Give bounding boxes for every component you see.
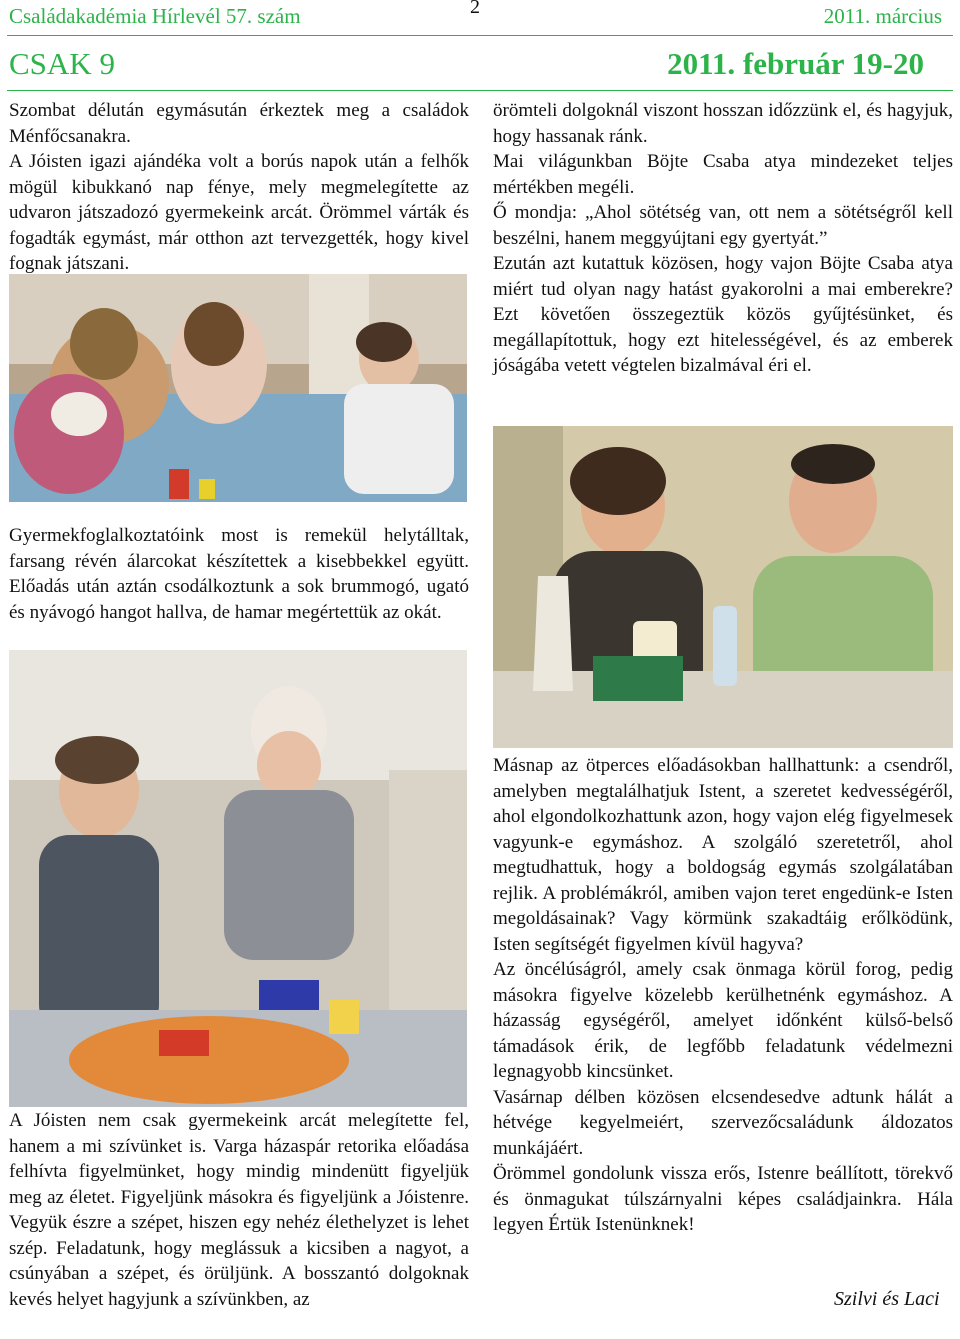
article-date: 2011. február 19-20: [667, 46, 924, 81]
paragraph: Ezután azt kutattuk közösen, hogy vajon Böjte Csaba atya miért tud olyan nagy hatást gyakorolni a mai emberekre? Ezt követően összegeztük közös gyűjtésünket, és megállapítottuk, hogy ezt hitelességével, és az emberek jóságába vetett végtelen bizalmával éri el.: [493, 253, 953, 376]
children-program-text: [9, 523, 469, 625]
paragraph: Gyermekfoglalkoztatóink most is remekül helytálltak, farsang révén álarcokat készítettek a kisebbekkel együtt. Előadás után aztán csodálkoztunk a sok brummogó, ugató és nyávogó hangot hallva, de hamar megértettük az okát.: [9, 525, 469, 623]
children-at-table-photo: [9, 274, 467, 502]
issue-month: 2011. március: [823, 4, 942, 28]
bojte-csaba-text: [493, 98, 953, 379]
paragraph: Mai világunkban Böjte Csaba atya mindezeket teljes mértékben megéli.: [493, 151, 953, 198]
paragraph: Vasárnap délben közösen elcsendesedve adtunk hálát a hétvége kegyelmeiért, szervezőcsaládunk áldozatos munkájáért.: [493, 1086, 953, 1159]
sunday-lectures-text: [493, 753, 953, 1238]
paragraph: Ő mondja: „Ahol sötétség van, ott nem a sötétségről kell beszélni, hanem meggyújtani egy gyertyát.”: [493, 202, 953, 249]
page-number: 2: [470, 0, 480, 18]
paragraph: Örömmel gondolunk vissza erős, Istenre beállított, törekvő és önmagukat túlszárnyalni képes családjainkra. Hála legyen Értük Istenünknek!: [493, 1163, 953, 1235]
paragraph: Az öncélúságról, amely csak önmaga körül forog, pedig másokra figyelve közelebb kerülhetnénk egymáshoz. A házasság egységéről, amelyet időnként külső-belső támadások érik, de legfőbb feladatunk védelmezni legnagyobb kincsünket.: [493, 959, 953, 1082]
paragraph: Szombat délután egymásután érkeztek meg a családok Ménfőcsanakra.: [9, 100, 469, 147]
children-with-masks-photo: [9, 650, 467, 1107]
author-signature: Szilvi és Laci: [834, 1288, 940, 1310]
paragraph: A Jóisten nem csak gyermekeink arcát melegítette fel, hanem a mi szívünket is. Varga házaspár retorika előadása felhívta figyelmünket, hogy mindig mindenütt figyeljük meg az életet. Figyeljünk másokra és figyeljünk a Jóistenre. Vegyük észre a szépet, hiszen egy nehéz élethelyzet is lehet szép. Feladatunk, hogy meglássuk a kicsiben a nagyot, a csúnyában a szépet, és örüljünk. A bosszantó dolgoknak kevés helyet hagyjunk a szívünkben, az: [9, 1110, 469, 1310]
title-rule: [7, 90, 953, 91]
couple-presenters-photo: [493, 426, 953, 748]
retoric-lecture-text: [9, 1108, 469, 1312]
header-rule: [7, 35, 953, 36]
newsletter-title: Családakadémia Hírlevél 57. szám: [9, 4, 301, 28]
paragraph: Másnap az ötperces előadásokban hallhattunk: a csendről, amelyben megtalálhatjuk Istent, a szeretet kedvességéről, ahol elgondolkozhattunk azon, hogy vajon elég figyelmesek vagyunk-e egymáshoz. A szolgáló szeretetről, ahol megtudhattuk, hogy a boldogság egymás szolgálatában rejlik. A problémákról, amiben vajon teret engedünk-e Isten megoldásainak? Vagy körmünk szakadtáig erőlködünk, Isten segítségét figyelmen kívül hagyva?: [493, 755, 953, 955]
paragraph: A Jóisten igazi ajándéka volt a borús napok után a felhők mögül kibukkanó nap fénye, mely megmelegítette az udvaron játszadozó gyermekeink arcát. Örömmel várták és fogadták egymást, már otthon azt tervezgették, hogy kivel fognak játszani.: [9, 151, 469, 274]
paragraph: örömteli dolgoknál viszont hosszan időzzünk el, és hagyjuk, hogy hassanak ránk.: [493, 100, 953, 147]
intro-text: [9, 98, 469, 277]
article-title: CSAK 9: [9, 46, 115, 81]
